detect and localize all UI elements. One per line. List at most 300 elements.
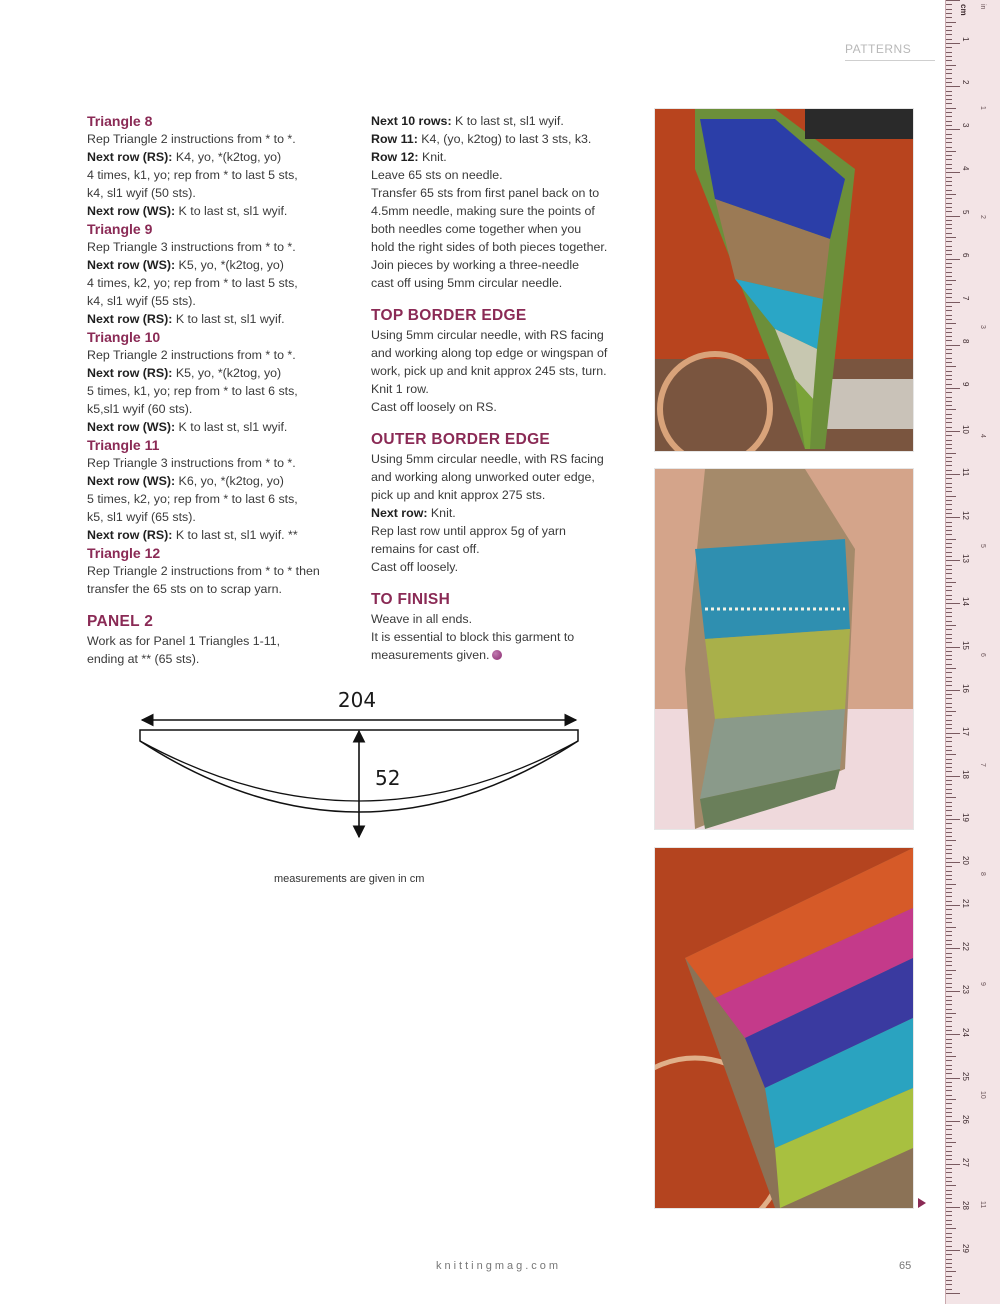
ruler-tick bbox=[946, 1103, 952, 1104]
ruler-inch-number: 11 bbox=[979, 1200, 986, 1208]
ruler-tick bbox=[946, 263, 952, 264]
ruler-cm-number: 10 bbox=[961, 425, 970, 434]
ruler-tick bbox=[946, 1026, 952, 1027]
ruler-tick bbox=[946, 1134, 952, 1135]
ruler-tick bbox=[946, 655, 952, 656]
ruler-tick bbox=[946, 280, 956, 281]
instruction-text: K to last st, sl1 wyif. bbox=[175, 204, 288, 218]
instruction-line bbox=[87, 130, 352, 148]
ruler-cm-number: 13 bbox=[961, 554, 970, 564]
ruler-tick bbox=[946, 431, 960, 432]
ruler-tick bbox=[946, 254, 952, 255]
ruler-tick bbox=[946, 457, 952, 458]
ruler-tick bbox=[946, 1241, 952, 1242]
ruler-tick bbox=[946, 560, 960, 561]
instruction-line bbox=[371, 646, 636, 664]
ruler-tick bbox=[946, 155, 952, 156]
instruction-text: K5, yo, *(k2tog, yo) bbox=[175, 258, 284, 272]
ruler-cm-number: 29 bbox=[961, 1243, 970, 1253]
ruler-tick bbox=[946, 707, 952, 708]
section-heading: TO FINISH bbox=[371, 591, 451, 608]
ruler-tick bbox=[946, 0, 960, 1]
ruler-tick bbox=[946, 552, 952, 553]
ruler-tick bbox=[946, 1181, 952, 1182]
ruler-tick bbox=[946, 259, 960, 260]
ruler-tick bbox=[946, 935, 952, 936]
measuring-ruler bbox=[945, 0, 1000, 1304]
ruler-tick bbox=[946, 616, 952, 617]
ruler-tick bbox=[946, 78, 952, 79]
ruler-tick bbox=[946, 1065, 952, 1066]
ruler-tick bbox=[946, 612, 952, 613]
instruction-text: Transfer 65 sts from first panel back on to bbox=[371, 186, 600, 200]
ruler-tick bbox=[946, 836, 952, 837]
ruler-tick bbox=[946, 1021, 952, 1022]
ruler-tick bbox=[946, 358, 952, 359]
instruction-line bbox=[87, 202, 352, 220]
instruction-line bbox=[87, 256, 352, 274]
ruler-tick bbox=[946, 1177, 952, 1178]
ruler-tick bbox=[946, 233, 952, 234]
ruler-tick bbox=[946, 478, 952, 479]
instruction-line bbox=[371, 450, 636, 468]
instruction-line bbox=[87, 364, 352, 382]
shawl-photo-3 bbox=[655, 848, 913, 1208]
ruler-tick bbox=[946, 1000, 952, 1001]
ruler-tick bbox=[946, 1073, 952, 1074]
ruler-cm-number: 21 bbox=[961, 899, 970, 908]
ruler-cm-number: 22 bbox=[961, 942, 970, 952]
ruler-tick bbox=[946, 86, 960, 87]
ruler-tick bbox=[946, 828, 952, 829]
ruler-tick bbox=[946, 927, 956, 928]
ruler-tick bbox=[946, 422, 952, 423]
ruler-tick bbox=[946, 1198, 952, 1199]
ruler-cm-number: 28 bbox=[961, 1200, 970, 1210]
ruler-tick bbox=[946, 168, 952, 169]
instruction-text: Rep last row until approx 5g of yarn bbox=[371, 524, 566, 538]
ruler-tick bbox=[946, 884, 956, 885]
ruler-tick bbox=[946, 1078, 960, 1079]
instruction-text: 4.5mm needle, making sure the points of bbox=[371, 204, 595, 218]
ruler-tick bbox=[946, 733, 960, 734]
instruction-line bbox=[371, 166, 636, 184]
ruler-tick bbox=[946, 315, 952, 316]
ruler-tick bbox=[946, 953, 952, 954]
row-label: Row 11: bbox=[371, 132, 418, 146]
ruler-tick bbox=[946, 1168, 952, 1169]
ruler-tick bbox=[946, 629, 952, 630]
instruction-line bbox=[87, 650, 352, 668]
ruler-tick bbox=[946, 414, 952, 415]
ruler-tick bbox=[946, 944, 952, 945]
instruction-line bbox=[87, 292, 352, 310]
ruler-tick bbox=[946, 590, 952, 591]
ruler-tick bbox=[946, 866, 952, 867]
ruler-tick bbox=[946, 1039, 952, 1040]
ruler-tick bbox=[946, 840, 956, 841]
ruler-cm-number: 17 bbox=[961, 726, 970, 736]
ruler-tick bbox=[946, 147, 952, 148]
ruler-tick bbox=[946, 789, 952, 790]
ruler-tick bbox=[946, 1190, 952, 1191]
ruler-tick bbox=[946, 677, 952, 678]
ruler-tick bbox=[946, 965, 952, 966]
shawl-photo-1 bbox=[655, 109, 913, 451]
instruction-line bbox=[371, 202, 636, 220]
instruction-line bbox=[87, 562, 352, 580]
ruler-tick bbox=[946, 517, 960, 518]
ruler-cm-number: 5 bbox=[961, 209, 970, 214]
ruler-tick bbox=[946, 565, 952, 566]
ruler-tick bbox=[946, 250, 952, 251]
instruction-text: K4, (yo, k2tog) to last 3 sts, k3. bbox=[417, 132, 592, 146]
ruler-tick bbox=[946, 957, 952, 958]
row-label: Next row (RS): bbox=[87, 312, 173, 326]
ruler-tick bbox=[946, 741, 952, 742]
section-heading: PANEL 2 bbox=[87, 613, 154, 630]
ruler-inch-unit-label: in bbox=[979, 4, 986, 10]
instruction-text: Using 5mm circular needle, with RS facing bbox=[371, 328, 604, 342]
instruction-line bbox=[371, 486, 636, 504]
ruler-tick bbox=[946, 52, 952, 53]
instruction-text: transfer the 65 sts on to scrap yarn. bbox=[87, 582, 282, 596]
instructions-column-2 bbox=[371, 112, 636, 664]
instruction-line bbox=[87, 454, 352, 472]
ruler-tick bbox=[946, 1280, 952, 1281]
ruler-tick bbox=[946, 595, 952, 596]
row-label: Next row (WS): bbox=[87, 474, 176, 488]
ruler-tick bbox=[946, 509, 952, 510]
ruler-tick bbox=[946, 272, 952, 273]
ruler-tick bbox=[946, 332, 952, 333]
ruler-tick bbox=[946, 164, 952, 165]
instruction-line bbox=[87, 508, 352, 526]
ruler-tick bbox=[946, 767, 952, 768]
ruler-tick bbox=[946, 60, 952, 61]
ruler-tick bbox=[946, 896, 952, 897]
ruler-tick bbox=[946, 1289, 952, 1290]
instruction-text: work, pick up and knit approx 245 sts, turn. bbox=[371, 364, 607, 378]
row-label: Next 10 rows: bbox=[371, 114, 452, 128]
ruler-tick bbox=[946, 931, 952, 932]
ruler-tick bbox=[946, 642, 952, 643]
ruler-tick bbox=[946, 1112, 952, 1113]
ruler-tick bbox=[946, 970, 956, 971]
ruler-tick bbox=[946, 698, 952, 699]
ruler-tick bbox=[946, 328, 952, 329]
instruction-line bbox=[87, 346, 352, 364]
ruler-tick bbox=[946, 129, 960, 130]
ruler-tick bbox=[946, 190, 952, 191]
ruler-tick bbox=[946, 530, 952, 531]
ruler-inch-number: 5 bbox=[979, 543, 986, 548]
ruler-tick bbox=[946, 211, 952, 212]
instruction-line bbox=[87, 400, 352, 418]
ruler-tick bbox=[946, 310, 952, 311]
ruler-tick bbox=[946, 1108, 952, 1109]
row-label: Row 12: bbox=[371, 150, 419, 164]
ruler-tick bbox=[946, 91, 952, 92]
ruler-tick bbox=[946, 1146, 952, 1147]
ruler-tick bbox=[946, 909, 952, 910]
instruction-text: K6, yo, *(k2tog, yo) bbox=[175, 474, 284, 488]
ruler-tick bbox=[946, 720, 952, 721]
ruler-tick bbox=[946, 647, 960, 648]
instruction-text: Cast off loosely. bbox=[371, 560, 459, 574]
instruction-line bbox=[371, 522, 636, 540]
ruler-tick bbox=[946, 112, 952, 113]
ruler-tick bbox=[946, 1009, 952, 1010]
instruction-text: K to last st, sl1 wyif. ** bbox=[172, 528, 298, 542]
instructions-column-1 bbox=[87, 112, 352, 668]
ruler-tick bbox=[946, 470, 952, 471]
ruler-tick bbox=[946, 1052, 952, 1053]
instruction-line bbox=[371, 398, 636, 416]
ruler-tick bbox=[946, 586, 952, 587]
ruler-tick bbox=[946, 319, 952, 320]
instruction-text: k4, sl1 wyif (50 sts). bbox=[87, 186, 196, 200]
ruler-tick bbox=[946, 771, 952, 772]
ruler-tick bbox=[946, 474, 960, 475]
instruction-text: Rep Triangle 3 instructions from * to *. bbox=[87, 456, 296, 470]
ruler-tick bbox=[946, 737, 952, 738]
ruler-tick bbox=[946, 336, 952, 337]
ruler-tick bbox=[946, 638, 952, 639]
ruler-tick bbox=[946, 241, 952, 242]
ruler-tick bbox=[946, 177, 952, 178]
footer-url: knittingmag.com bbox=[436, 1260, 562, 1272]
ruler-tick bbox=[946, 728, 952, 729]
ruler-inch-number: 1 bbox=[979, 105, 986, 110]
ruler-tick bbox=[946, 82, 952, 83]
instruction-line bbox=[87, 580, 352, 598]
ruler-inch-number: 4 bbox=[979, 434, 986, 438]
ruler-tick bbox=[946, 987, 952, 988]
ruler-tick bbox=[946, 17, 952, 18]
instruction-text: Work as for Panel 1 Triangles 1-11, bbox=[87, 634, 281, 648]
instruction-text: k5,sl1 wyif (60 sts). bbox=[87, 402, 193, 416]
ruler-tick bbox=[946, 659, 952, 660]
ruler-tick bbox=[946, 991, 960, 992]
section-heading: OUTER BORDER EDGE bbox=[371, 431, 551, 448]
ruler-tick bbox=[946, 1211, 952, 1212]
width-label: 204 bbox=[337, 688, 377, 712]
page-number: 65 bbox=[899, 1260, 912, 1272]
ruler-tick bbox=[946, 1172, 952, 1173]
instruction-line bbox=[87, 418, 352, 436]
instruction-line bbox=[87, 166, 352, 184]
ruler-tick bbox=[946, 879, 952, 880]
ruler-tick bbox=[946, 1030, 952, 1031]
ruler-tick bbox=[946, 1013, 956, 1014]
ruler-tick bbox=[946, 853, 952, 854]
row-label: Next row (WS): bbox=[87, 420, 176, 434]
ruler-tick bbox=[946, 578, 952, 579]
ruler-tick bbox=[946, 1185, 956, 1186]
instruction-text: pick up and knit approx 275 sts. bbox=[371, 488, 546, 502]
ruler-tick bbox=[946, 776, 960, 777]
ruler-tick bbox=[946, 543, 952, 544]
ruler-tick bbox=[946, 1004, 952, 1005]
instruction-line bbox=[371, 148, 636, 166]
ruler-tick bbox=[946, 181, 952, 182]
instruction-text: k5, sl1 wyif (65 sts). bbox=[87, 510, 196, 524]
ruler-tick bbox=[946, 1116, 952, 1117]
ruler-tick bbox=[946, 914, 952, 915]
ruler-tick bbox=[946, 461, 952, 462]
ruler-tick bbox=[946, 39, 952, 40]
ruler-tick bbox=[946, 4, 952, 5]
ruler-tick bbox=[946, 1129, 952, 1130]
ruler-tick bbox=[946, 1202, 952, 1203]
ruler-tick bbox=[946, 289, 952, 290]
ruler-tick bbox=[946, 905, 960, 906]
ruler-tick bbox=[946, 1099, 956, 1100]
ruler-tick bbox=[946, 1259, 952, 1260]
ruler-tick bbox=[946, 448, 952, 449]
ruler-tick bbox=[946, 30, 952, 31]
instruction-line bbox=[87, 310, 352, 328]
ruler-tick bbox=[946, 151, 956, 152]
ruler-tick bbox=[946, 435, 952, 436]
ruler-tick bbox=[946, 1017, 952, 1018]
ruler-tick bbox=[946, 1047, 952, 1048]
next-page-arrow-icon bbox=[918, 1198, 926, 1208]
ruler-tick bbox=[946, 599, 952, 600]
instruction-line bbox=[371, 540, 636, 558]
instruction-line bbox=[87, 274, 352, 292]
ruler-tick bbox=[946, 634, 952, 635]
ruler-tick bbox=[946, 371, 952, 372]
ruler-tick bbox=[946, 375, 952, 376]
ruler-tick bbox=[946, 379, 952, 380]
ruler-tick bbox=[946, 534, 952, 535]
ruler-tick bbox=[946, 784, 952, 785]
ruler-cm-number: 18 bbox=[961, 769, 970, 779]
ruler-tick bbox=[946, 582, 956, 583]
ruler-cm-number: 7 bbox=[961, 295, 970, 301]
ruler-tick bbox=[946, 194, 956, 195]
ruler-tick bbox=[946, 405, 952, 406]
ruler-tick bbox=[946, 1194, 952, 1195]
ruler-tick bbox=[946, 832, 952, 833]
ruler-tick bbox=[946, 759, 952, 760]
ruler-tick bbox=[946, 750, 952, 751]
instruction-line bbox=[87, 184, 352, 202]
ruler-tick bbox=[946, 1233, 952, 1234]
instruction-text: K5, yo, *(k2tog, yo) bbox=[172, 366, 282, 380]
section-label: PATTERNS bbox=[845, 42, 935, 61]
ruler-tick bbox=[946, 340, 952, 341]
ruler-tick bbox=[946, 1254, 952, 1255]
instruction-line bbox=[87, 148, 352, 166]
ruler-tick bbox=[946, 1056, 956, 1057]
instruction-text: cast off using 5mm circular needle. bbox=[371, 276, 563, 290]
ruler-tick bbox=[946, 297, 952, 298]
ruler-tick bbox=[946, 1237, 952, 1238]
ruler-tick bbox=[946, 621, 952, 622]
ruler-tick bbox=[946, 65, 956, 66]
ruler-tick bbox=[946, 125, 952, 126]
ruler-tick bbox=[946, 703, 952, 704]
ruler-tick bbox=[946, 121, 952, 122]
yarn-ball-icon bbox=[492, 650, 502, 660]
ruler-tick bbox=[946, 1082, 952, 1083]
row-label: Next row (WS): bbox=[87, 204, 176, 218]
ruler-cm-number: 9 bbox=[961, 381, 970, 387]
shawl-photo-2 bbox=[655, 469, 913, 829]
ruler-tick bbox=[946, 427, 952, 428]
instruction-text: Rep Triangle 3 instructions from * to *. bbox=[87, 240, 296, 254]
instruction-line bbox=[371, 504, 636, 522]
ruler-tick bbox=[946, 116, 952, 117]
ruler-tick bbox=[946, 871, 952, 872]
triangle-heading: Triangle 9 bbox=[87, 221, 153, 237]
ruler-tick bbox=[946, 806, 952, 807]
ruler-tick bbox=[946, 823, 952, 824]
depth-label: 52 bbox=[375, 766, 401, 790]
ruler-cm-number: 14 bbox=[961, 597, 970, 607]
row-label: Next row (WS): bbox=[87, 258, 176, 272]
ruler-cm-number: 12 bbox=[961, 511, 970, 521]
ruler-inch-number: 9 bbox=[979, 981, 986, 986]
ruler-tick bbox=[946, 1207, 960, 1208]
ruler-tick bbox=[946, 203, 952, 204]
instruction-text: 5 times, k1, yo; rep from * to last 6 sts, bbox=[87, 384, 298, 398]
instruction-text: Knit. bbox=[427, 506, 456, 520]
ruler-tick bbox=[946, 690, 960, 691]
ruler-tick bbox=[946, 715, 952, 716]
ruler-tick bbox=[946, 858, 952, 859]
ruler-tick bbox=[946, 22, 956, 23]
ruler-tick bbox=[946, 216, 960, 217]
ruler-inch-number: 7 bbox=[979, 762, 986, 767]
ruler-tick bbox=[946, 453, 956, 454]
instruction-text: Weave in all ends. bbox=[371, 612, 473, 626]
ruler-tick bbox=[946, 397, 952, 398]
instruction-text: hold the right sides of both pieces together. bbox=[371, 240, 608, 254]
instruction-line bbox=[371, 380, 636, 398]
ruler-tick bbox=[946, 138, 952, 139]
ruler-tick bbox=[946, 983, 952, 984]
instruction-line bbox=[371, 468, 636, 486]
instruction-line bbox=[371, 326, 636, 344]
ruler-tick bbox=[946, 9, 952, 10]
ruler-tick bbox=[946, 69, 952, 70]
ruler-cm-number: 19 bbox=[961, 812, 970, 822]
instruction-text: Knit. bbox=[418, 150, 447, 164]
ruler-tick bbox=[946, 465, 952, 466]
ruler-cm-number: 20 bbox=[961, 856, 970, 865]
ruler-tick bbox=[946, 366, 956, 367]
ruler-tick bbox=[946, 1043, 952, 1044]
instruction-text: K to last st, sl1 wyif. bbox=[172, 312, 285, 326]
ruler-tick bbox=[946, 1069, 952, 1070]
ruler-cm-number: 24 bbox=[961, 1028, 970, 1038]
ruler-tick bbox=[946, 220, 952, 221]
measurement-note: measurements are given in cm bbox=[274, 873, 425, 885]
ruler-tick bbox=[946, 306, 952, 307]
ruler-tick bbox=[946, 922, 952, 923]
ruler-tick bbox=[946, 13, 952, 14]
ruler-tick bbox=[946, 556, 952, 557]
ruler-tick bbox=[946, 500, 952, 501]
instruction-text: K4, yo, *(k2tog, yo) bbox=[172, 150, 282, 164]
ruler-tick bbox=[946, 1034, 960, 1035]
instruction-line bbox=[371, 558, 636, 576]
ruler-tick bbox=[946, 888, 952, 889]
